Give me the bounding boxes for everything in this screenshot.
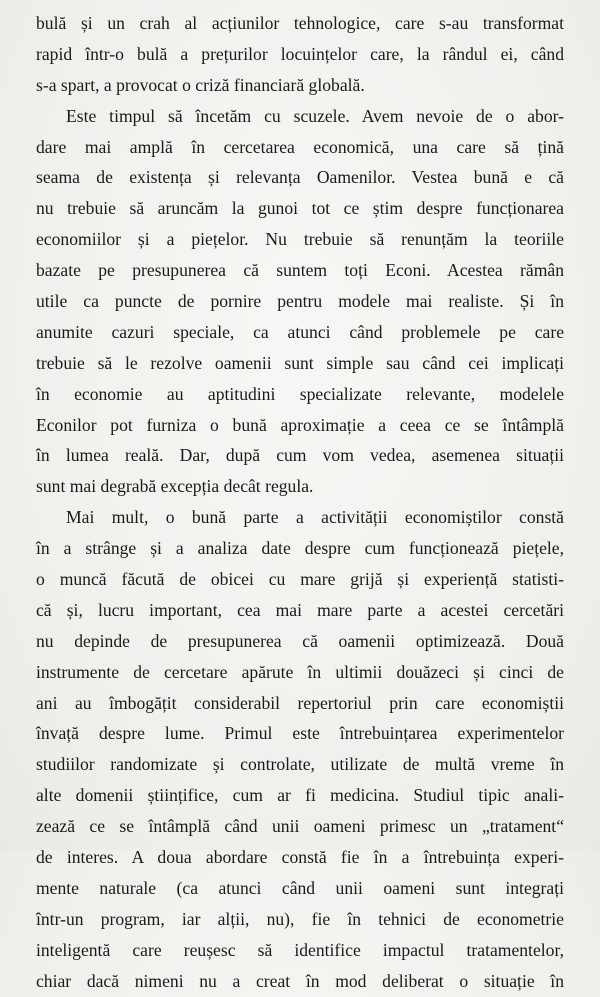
text-line: de interes. A doua abordare constă fie în a întrebuința experi-	[36, 847, 564, 868]
text-line: anumite cazuri speciale, ca atunci când problemele pe care	[36, 321, 564, 342]
text-line: instrumente de cercetare apărute în ultimii douăzeci și cinci de	[36, 661, 564, 682]
text-line: chiar dacă nimeni nu a creat în mod deliberat o situație în	[36, 970, 564, 991]
text-line: dare mai amplă în cercetarea economică, una care să țină	[36, 136, 564, 157]
text-line: Este timpul să încetăm cu scuzele. Avem nevoie de o abor-	[66, 105, 564, 126]
text-line: sunt mai degrabă excepția decât regula.	[36, 476, 314, 497]
text-line: învață despre lume. Primul este întrebuințarea experimentelor	[36, 723, 564, 744]
text-line: zează ce se întâmplă când unii oameni primesc un „tratament“	[36, 816, 564, 837]
text-line: utile ca puncte de pornire pentru modele mai realiste. Și în	[36, 291, 564, 312]
text-line: trebuie să le rezolve oamenii sunt simple sau când cei implicați	[36, 352, 564, 373]
text-line: Econilor pot furniza o bună aproximație a ceea ce se întâmplă	[36, 414, 564, 435]
text-line: ani au îmbogățit considerabil repertoriul prin care economiștii	[36, 692, 564, 713]
text-line: nu depinde de presupunerea că oamenii optimizează. Două	[36, 630, 564, 651]
text-line: Mai mult, o bună parte a activității economiștilor constă	[66, 507, 564, 528]
text-line: inteligentă care reușesc să identifice impactul tratamentelor,	[36, 939, 564, 960]
text-line: mente naturale (ca atunci când unii oameni sunt integrați	[36, 877, 564, 898]
text-line: în a strânge și a analiza date despre cum funcționează piețele,	[36, 538, 564, 559]
text-line: seama de existența și relevanța Oamenilor. Vestea bună e că	[36, 167, 564, 188]
text-line: alte domenii științifice, cum ar fi medicina. Studiul tipic anali-	[36, 785, 564, 806]
text-line: în lumea reală. Dar, după cum vom vedea, asemenea situații	[36, 445, 564, 466]
text-line: într-un program, iar alții, nu), fie în tehnici de econometrie	[36, 908, 564, 929]
paragraph-2	[36, 101, 564, 503]
paragraph-1	[36, 8, 564, 101]
text-line: s-a spart, a provocat o criză financiară globală.	[36, 74, 365, 95]
text-line: economiilor și a piețelor. Nu trebuie să renunțăm la teoriile	[36, 229, 564, 250]
text-line: bazate pe presupunerea că suntem toți Econi. Acestea rămân	[36, 260, 564, 281]
text-line: rapid într-o bulă a prețurilor locuințelor care, la rândul ei, când	[36, 43, 564, 64]
text-line: bulă și un crah al acțiunilor tehnologice, care s-au transformat	[36, 13, 564, 33]
text-line: nu trebuie să aruncăm la gunoi tot ce știm despre funcționarea	[36, 198, 564, 219]
text-line: în economie au aptitudini specializate relevante, modelele	[36, 383, 564, 404]
text-line: o muncă făcută de obicei cu mare grijă și experiență statisti-	[36, 569, 564, 590]
paragraph-3	[36, 502, 564, 996]
text-line: că și, lucru important, cea mai mare parte a acestei cercetări	[36, 599, 564, 620]
text-line: studiilor randomizate și controlate, utilizate de multă vreme în	[36, 754, 564, 775]
